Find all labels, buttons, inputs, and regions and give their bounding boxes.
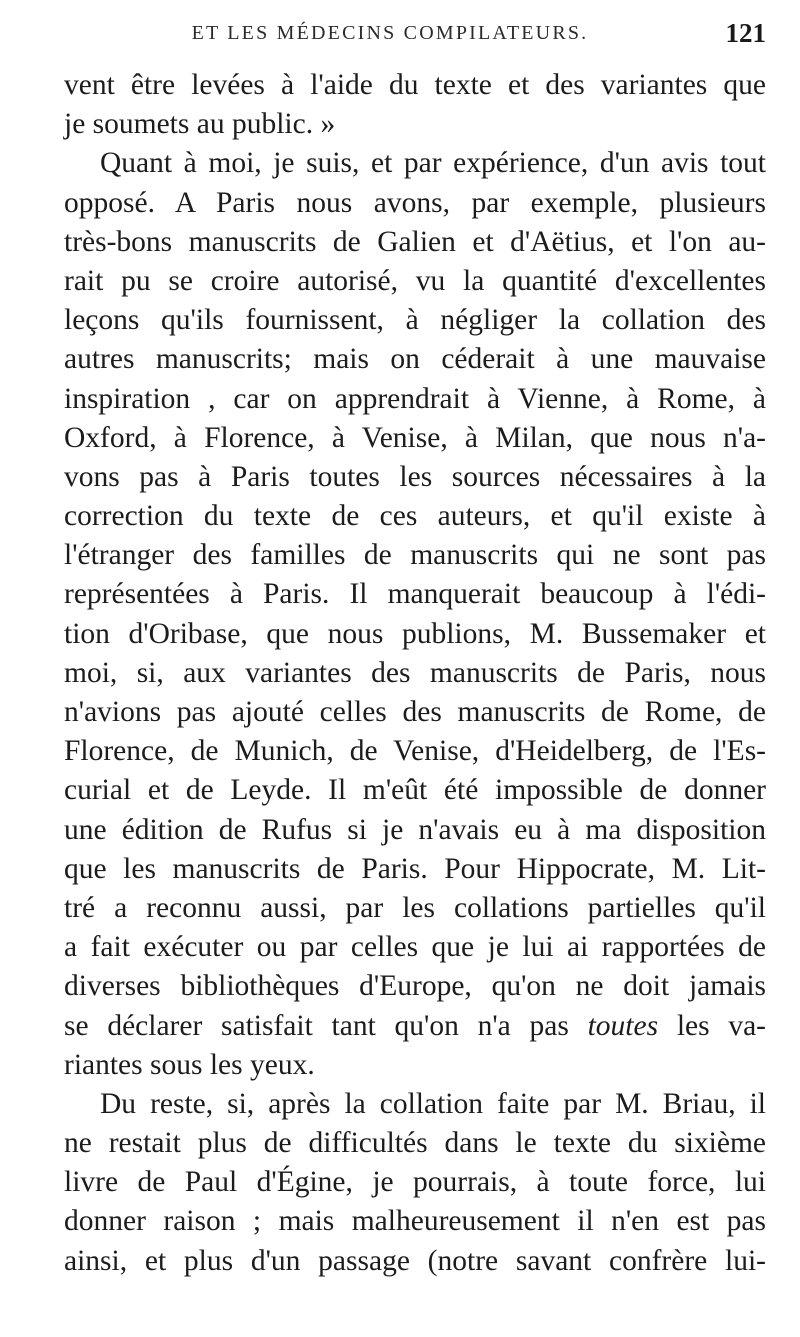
- body-text: [64, 66, 766, 1281]
- text-line: [64, 1007, 766, 1046]
- text-line: l'étranger des familles de manuscrits qui ne sont pas: [64, 539, 766, 572]
- text-line: diverses bibliothèques d'Europe, qu'on ne doit jamais: [64, 970, 766, 1003]
- text-line: rait pu se croire autorisé, vu la quantité d'excellentes: [64, 264, 766, 297]
- text-line: Quant à moi, je suis, et par expérience, d'un avis tout: [100, 147, 766, 180]
- text-line: livre de Paul d'Égine, je pourrais, à toute force, lui: [64, 1166, 766, 1199]
- emphasized-word: toutes: [587, 1009, 659, 1042]
- text-line: leçons qu'ils fournissent, à négliger la collation des: [64, 304, 766, 337]
- text-segment: se déclarer satisfait tant qu'on n'a pas: [64, 1009, 588, 1042]
- text-line: moi, si, aux variantes des manuscrits de Paris, nous: [64, 656, 766, 689]
- text-line: Oxford, à Florence, à Venise, à Milan, que nous n'a-: [64, 421, 766, 454]
- text-line: vons pas à Paris toutes les sources nécessaires à la: [64, 460, 766, 493]
- text-line: correction du texte de ces auteurs, et qu'il existe à: [64, 500, 766, 533]
- text-line: tré a reconnu aussi, par les collations partielles qu'il: [64, 891, 766, 924]
- text-line: autres manuscrits; mais on céderait à une mauvaise: [64, 343, 766, 376]
- text-line: ainsi, et plus d'un passage (notre savant confrère lui-: [64, 1244, 766, 1277]
- text-line: représentées à Paris. Il manquerait beaucoup à l'édi-: [64, 578, 766, 611]
- text-line: n'avions pas ajouté celles des manuscrits de Rome, de: [64, 696, 766, 728]
- text-line: Du reste, si, après la collation faite par M. Briau, il: [100, 1087, 766, 1120]
- text-line: une édition de Rufus si je n'avais eu à ma disposition: [64, 813, 766, 846]
- text-line: je soumets au public. »: [64, 108, 336, 141]
- text-line: a fait exécuter ou par celles que je lui ai rapportées de: [64, 931, 766, 964]
- text-segment: les va-: [658, 1009, 766, 1042]
- text-line: donner raison ; mais malheureusement il n'en est pas: [64, 1205, 766, 1238]
- text-line: opposé. A Paris nous avons, par exemple, plusieurs: [64, 186, 766, 219]
- running-head: [0, 8, 800, 48]
- text-line: curial et de Leyde. Il m'eût été impossible de donner: [64, 774, 766, 807]
- page-number: 121: [725, 18, 766, 48]
- text-line: ne restait plus de difficultés dans le texte du sixième: [64, 1127, 766, 1160]
- text-line: que les manuscrits de Paris. Pour Hippocrate, M. Lit-: [64, 852, 766, 885]
- text-line: vent être levées à l'aide du texte et des variantes que: [64, 69, 766, 101]
- text-line: inspiration , car on apprendrait à Vienne, à Rome, à: [64, 382, 766, 415]
- text-line: tion d'Oribase, que nous publions, M. Bussemaker et: [64, 617, 766, 650]
- text-line: Florence, de Munich, de Venise, d'Heidelberg, de l'Es-: [64, 735, 766, 768]
- running-title: ET LES MÉDECINS COMPILATEURS.: [191, 22, 589, 44]
- text-line: très-bons manuscrits de Galien et d'Aëtius, et l'on au-: [64, 225, 766, 258]
- text-line: riantes sous les yeux.: [64, 1048, 315, 1081]
